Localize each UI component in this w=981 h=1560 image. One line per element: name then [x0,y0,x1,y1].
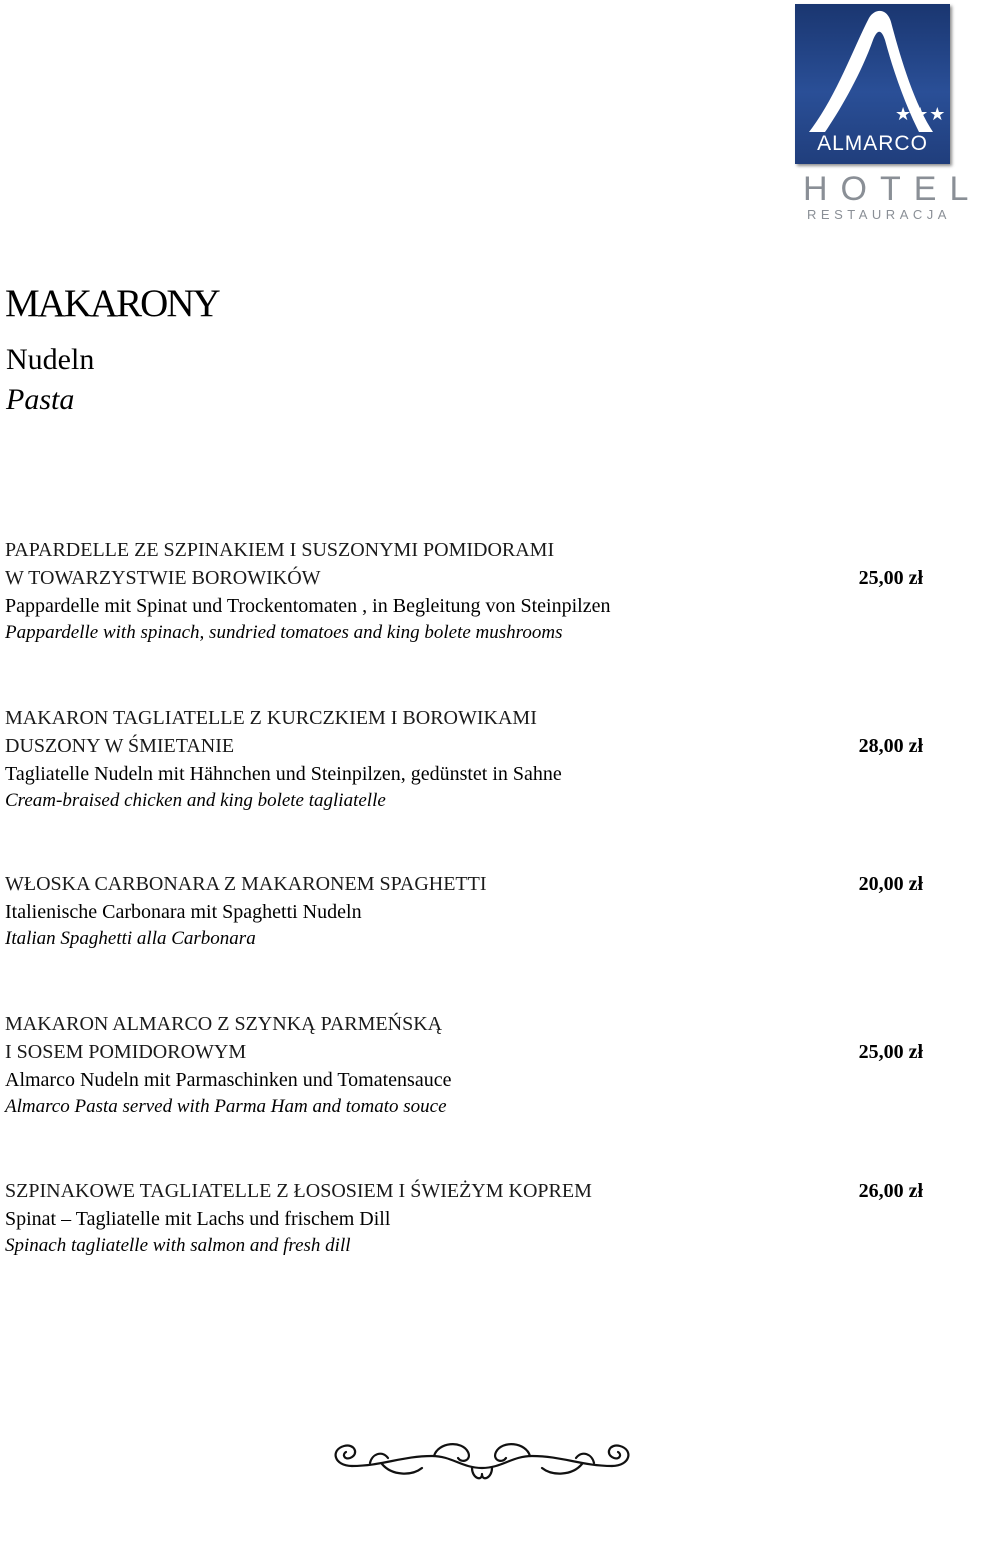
menu-item-price: 25,00 zł [858,1041,923,1063]
logo-hotel-text: HOTEL [803,170,981,208]
menu-item-description-en: Italian Spaghetti alla Carbonara [5,928,256,949]
menu-item [5,704,955,814]
menu-item [5,1010,955,1120]
menu-item-description-en: Spinach tagliatelle with salmon and fresh dill [5,1235,351,1256]
menu-item-name-cont: W TOWARZYSTWIE BOROWIKÓW [5,567,321,589]
hotel-logo [795,4,981,224]
menu-item-price: 20,00 zł [858,873,923,895]
menu-item-description-en: Cream-braised chicken and king bolete tagliatelle [5,790,386,811]
menu-item-name: PAPARDELLE ZE SZPINAKIEM I SUSZONYMI POMIDORAMI [5,539,555,561]
menu-item [5,1177,955,1259]
logo-restaurant-text: RESTAURACJA [807,207,951,222]
menu-item-name: SZPINAKOWE TAGLIATELLE Z ŁOSOSIEM I ŚWIEŻYM KOPREM [5,1180,592,1202]
menu-item-name-cont: DUSZONY W ŚMIETANIE [5,735,235,757]
section-subtitle-en: Pasta [6,383,75,416]
section-title: MAKARONY [5,282,219,325]
logo-stars: ★★★ [895,104,947,125]
menu-item-description-de: Tagliatelle Nudeln mit Hähnchen und Steinpilzen, gedünstet in Sahne [5,763,562,785]
menu-item-description-en: Almarco Pasta served with Parma Ham and tomato souce [5,1096,447,1117]
menu-item [5,536,955,646]
menu-item-description-de: Pappardelle mit Spinat und Trockentomaten , in Begleitung von Steinpilzen [5,595,611,617]
menu-item-price: 26,00 zł [858,1180,923,1202]
menu-item-name-cont: I SOSEM POMIDOROWYM [5,1041,247,1063]
menu-item-name: WŁOSKA CARBONARA Z MAKARONEM SPAGHETTI [5,873,487,895]
menu-item-description-en: Pappardelle with spinach, sundried tomatoes and king bolete mushrooms [5,622,563,643]
menu-item-description-de: Italienische Carbonara mit Spaghetti Nudeln [5,901,362,923]
menu-item-name: MAKARON TAGLIATELLE Z KURCZKIEM I BOROWIKAMI [5,707,537,729]
menu-item-price: 28,00 zł [858,735,923,757]
logo-brand-name: ALMARCO [817,132,928,155]
flourish-ornament-icon [322,1432,642,1492]
menu-item-description-de: Almarco Nudeln mit Parmaschinken und Tomatensauce [5,1069,452,1091]
logo-badge [795,4,950,164]
menu-item-description-de: Spinat – Tagliatelle mit Lachs und frischem Dill [5,1208,391,1230]
menu-item-name: MAKARON ALMARCO Z SZYNKĄ PARMEŃSKĄ [5,1013,443,1035]
menu-item-price: 25,00 zł [858,567,923,589]
section-subtitle-de: Nudeln [6,343,95,376]
menu-item [5,870,955,952]
